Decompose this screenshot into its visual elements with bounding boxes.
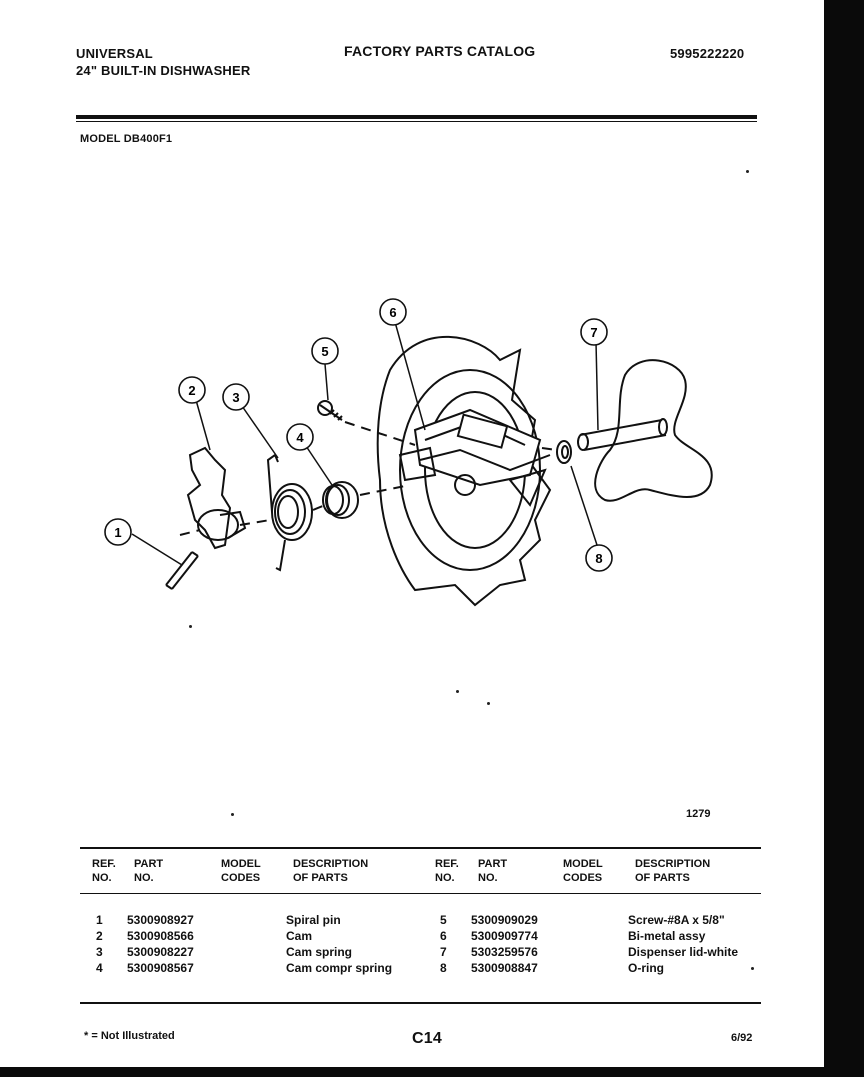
exploded-parts-diagram bbox=[80, 280, 780, 710]
scan-speck bbox=[231, 813, 234, 816]
table-row-desc: Cam compr spring bbox=[286, 961, 393, 975]
header-rule-thick bbox=[76, 115, 757, 119]
scan-speck bbox=[746, 170, 749, 173]
dispenser-lid bbox=[595, 360, 712, 501]
table-row-desc: Cam bbox=[286, 929, 313, 943]
table-row-desc: Bi-metal assy bbox=[628, 929, 706, 943]
scan-speck bbox=[487, 702, 490, 705]
callout-4: 4 bbox=[296, 430, 304, 445]
table-row-desc: Cam spring bbox=[286, 945, 353, 959]
col-codes-right: MODEL CODES bbox=[563, 858, 603, 884]
catalog-number: 5995222220 bbox=[670, 46, 745, 61]
table-row-ref: 5 bbox=[440, 913, 447, 927]
table-row-ref: 3 bbox=[96, 945, 103, 959]
table-rule-top bbox=[80, 847, 761, 849]
table-row-desc: Spiral pin bbox=[286, 913, 341, 927]
figure-number: 1279 bbox=[686, 808, 711, 820]
table-row-ref: 6 bbox=[440, 929, 447, 943]
callout-1: 1 bbox=[114, 525, 122, 540]
footnote-not-illustrated: * = Not Illustrated bbox=[84, 1030, 175, 1042]
callout-7: 7 bbox=[590, 325, 598, 340]
table-row-part: 5300908566 bbox=[127, 929, 194, 943]
callout-6: 6 bbox=[389, 305, 397, 320]
table-row-desc: O-ring bbox=[628, 961, 664, 975]
col-part-left: PART NO. bbox=[134, 858, 164, 884]
table-row-ref: 8 bbox=[440, 961, 447, 975]
cam-part bbox=[188, 448, 230, 548]
table-row-part: 5300909029 bbox=[471, 913, 538, 927]
table-row-part: 5300908567 bbox=[127, 961, 194, 975]
catalog-title: FACTORY PARTS CATALOG bbox=[344, 43, 536, 59]
table-row-ref: 2 bbox=[96, 929, 103, 943]
table-row-part: 5303259576 bbox=[471, 945, 538, 959]
col-codes-left: MODEL CODES bbox=[221, 858, 261, 884]
col-ref-right: REF. NO. bbox=[435, 858, 459, 884]
page-number: C14 bbox=[412, 1030, 442, 1047]
col-desc-left: DESCRIPTION OF PARTS bbox=[293, 858, 369, 884]
table-row-part: 5300908927 bbox=[127, 913, 194, 927]
scan-border-right bbox=[824, 0, 864, 1077]
col-ref-left: REF. NO. bbox=[92, 858, 116, 884]
table-row-ref: 1 bbox=[96, 913, 103, 927]
table-row-part: 5300908847 bbox=[471, 961, 538, 975]
scan-speck bbox=[751, 967, 754, 970]
revision-date: 6/92 bbox=[731, 1032, 753, 1044]
callout-3: 3 bbox=[232, 390, 240, 405]
col-desc-right: DESCRIPTION OF PARTS bbox=[635, 858, 711, 884]
table-row-ref: 7 bbox=[440, 945, 447, 959]
header-rule-thin bbox=[76, 121, 757, 122]
table-rule-bottom bbox=[80, 1002, 761, 1004]
table-row-part: 5300908227 bbox=[127, 945, 194, 959]
table-row-desc: Dispenser lid-white bbox=[628, 945, 739, 959]
product-subtitle: 24" BUILT-IN DISHWASHER bbox=[76, 63, 251, 78]
scan-border-bottom bbox=[0, 1067, 864, 1077]
callout-8: 8 bbox=[595, 551, 603, 566]
col-part-right: PART NO. bbox=[478, 858, 508, 884]
table-row-part: 5300909774 bbox=[471, 929, 538, 943]
model-label: MODEL DB400F1 bbox=[80, 133, 173, 145]
scan-speck bbox=[189, 625, 192, 628]
table-rule-head bbox=[80, 893, 761, 894]
brand-title: UNIVERSAL bbox=[76, 46, 153, 61]
callout-5: 5 bbox=[321, 344, 329, 359]
table-row-desc: Screw-#8A x 5/8" bbox=[628, 913, 725, 927]
callout-2: 2 bbox=[188, 383, 196, 398]
table-row-ref: 4 bbox=[96, 961, 103, 975]
scan-speck bbox=[456, 690, 459, 693]
